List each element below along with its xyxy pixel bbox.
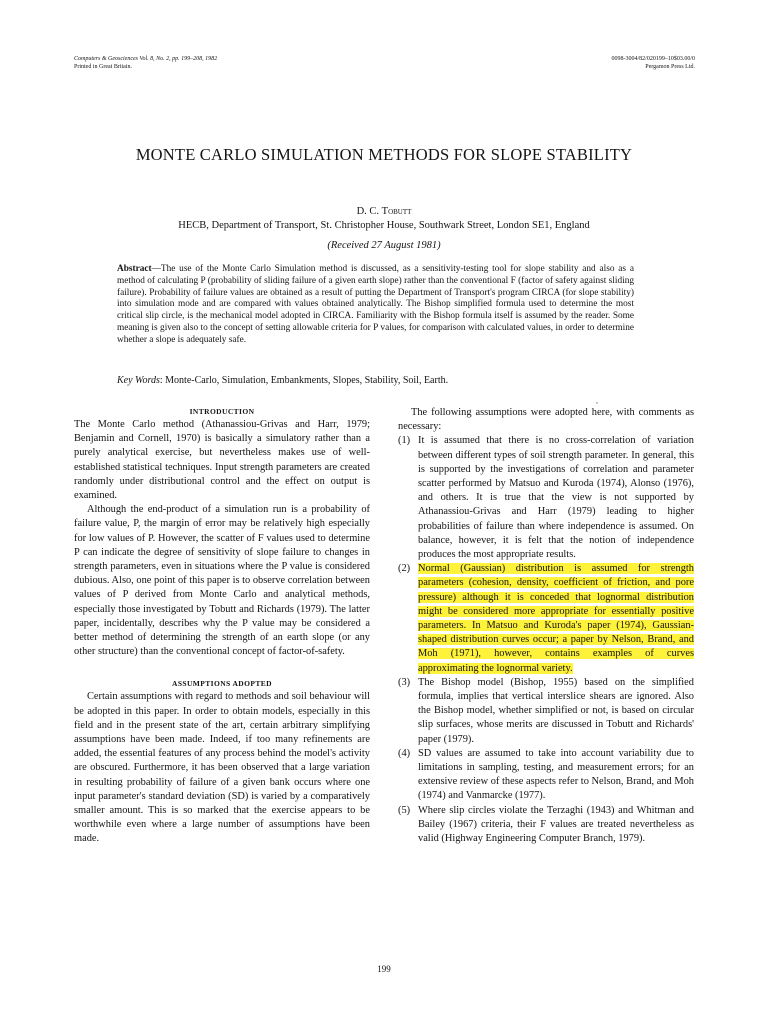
abstract [117,264,634,347]
right-column [398,406,694,846]
publisher-line: Pergamon Press Ltd. [645,64,695,70]
author-name [0,206,768,217]
assumption-item [398,804,694,847]
intro-paragraph-1: The Monte Carlo method (Athanassiou-Grivas and Harr, 1979; Benjamin and Cornell, 1970) is basically a simulatory rather than a purely analytical exercise, but nevertheless makes use of well-established statistical techniques. Input strength parameters are created randomly under distributional control and the effect on output is examined. [74,419,370,502]
abstract-label: Abstract [117,264,152,274]
assumption-item [398,434,694,562]
author-surname: Tobutt [381,206,412,217]
stray-mark: , [596,396,598,405]
issn-line: 0098-3004/82/020199–10$03.00/0 [611,56,695,62]
assumption-number: (4) [398,747,411,759]
assumption-number: (5) [398,804,411,816]
journal-citation [74,55,217,71]
assumption-item-highlighted [398,562,694,676]
highlighted-text[interactable]: Normal (Gaussian) distribution is assumed for strength parameters (cohesion, density, coefficient of friction, and pore pressure) although it is conceded that lognormal distribution might be considered more appropriate for essentially positive parameters. In Matsuo and Kuroda's paper (1974), Gaussian-shaped distribution curves occur; a paper by Nelson, Brand, and Moh (1971), however, contains examples of curves approximating the lognormal variety. [418,563,694,674]
author-initials: D. C. [356,206,382,217]
assumption-number: (2) [398,563,411,575]
received-date: (Received 27 August 1981) [327,240,441,251]
assumption-number: (1) [398,435,411,447]
assumption-text: SD values are assumed to take into account variability due to limitations in sampling, testing, and measurement errors; for an extensive review of these aspects refer to Nelson, Brand, and Moh (1974) and Vanmarcke (1977). [418,747,694,802]
assumptions-heading: ASSUMPTIONS ADOPTED [172,679,272,689]
assumptions-lead: The following assumptions were adopted here, with comments as necessary: [398,407,694,433]
left-column [74,406,370,847]
intro-paragraph-2: Although the end-product of a simulation run is a probability of failure value, P, the margin of error may be relatively high especially for low values of P. However, the scatter of F values used to determine P can indicate the degree of sensitivity of slope failure to changes in strength parameters, even in situations where the P value is considered dubious. Also, one point of this paper is to observe correlation between values of P derived from Monte Carlo and analytical methods, especially those investigated by Tobutt and Richards (1979). The latter paper, incidentally, describes why the P value may be considered a better method of determining the strength of an earth slope (or any other structure) than the conventional concept of factor-of-safety. [74,504,370,658]
author-affiliation: HECB, Department of Transport, St. Christopher House, Southwark Street, London SE1, England [178,220,590,231]
printed-in-line: Printed in Great Britain. [74,64,132,70]
assumption-text: The Bishop model (Bishop, 1955) based on the simplified formula, implies that vertical interslice shears are ignored. Also the Bishop model, whether simplified or not, is based on circular slip surfaces, whose merits are discussed in Tobutt and Richards' paper (1979). [418,676,694,745]
keywords-label: Key Words [117,375,160,386]
keywords-text: : Monte-Carlo, Simulation, Embankments, Slopes, Stability, Soil, Earth. [159,375,449,386]
keywords [117,375,448,386]
assumption-text: Where slip circles violate the Terzaghi (1943) and Whitman and Bailey (1967) criteria, their F values are treated nevertheless as valid (Highway Engineering Computer Branch, 1979). [418,804,694,845]
journal-citation-line: Computers & Geosciences Vol. 8, No. 2, pp. 199–208, 1982 [74,56,218,62]
publisher-info [612,55,696,71]
assumption-item [398,676,694,747]
abstract-text: —The use of the Monte Carlo Simulation method is discussed, as a sensitivity-testing tool for slope stability and also as a method of calculating P (probability of sliding failure of a given earth slope) rather than the conventional F (factor of safety against sliding failure). Probability of failure values are obtained as a result of putting the Department of Transport's program CIRCA (for slope stability) into simulation mode and are compared with values obtained analytically. The Bishop simplified formula used to determine the most critical slip circle, is the mechanical model adopted in CIRCA. Familiarity with the Bishop formula itself is assumed by the reader. Some meaning is given also to the concept of setting allowable criteria for P values, for comparison with calculated values, in order to determine whether a slope is adequately safe. [117,264,634,345]
paper-title: MONTE CARLO SIMULATION METHODS FOR SLOPE STABILITY [135,145,633,164]
page-number: 199 [377,964,391,974]
assumption-item [398,747,694,804]
assumption-text: It is assumed that there is no cross-correlation of variation between different types of soil strength parameter. In general, this is supported by the investigations of correlation and parameter scatter performed by Matsuo and Kuroda (1974), Alonso (1976), and others. It is true that the view is not supported by Athanassiou-Grivas and Harr (1979) leading to higher probabilities of failure than where independence is assumed. On balance, however, it is felt that the notion of independence produces the most appropriate results. [418,435,694,561]
assumption-number: (3) [398,676,411,688]
introduction-heading: INTRODUCTION [189,407,255,416]
assumptions-paragraph-1: Certain assumptions with regard to methods and soil behaviour will be adopted in this paper. In order to obtain models, especially in this field and in the present state of the art, certain arbitrary simplifying assumptions have been made. Indeed, if too many refinements are added, the essential features of any process behind the model's activity are obscured. Furthermore, it has been observed that a large variation in resulting probability of failure of a given bank occurs where one input parameter's standard deviation (SD) is varied by a comparatively smaller amount. This is so marked that the exercise appears to be worthwhile even where a large number of assumptions have been made. [74,691,370,845]
